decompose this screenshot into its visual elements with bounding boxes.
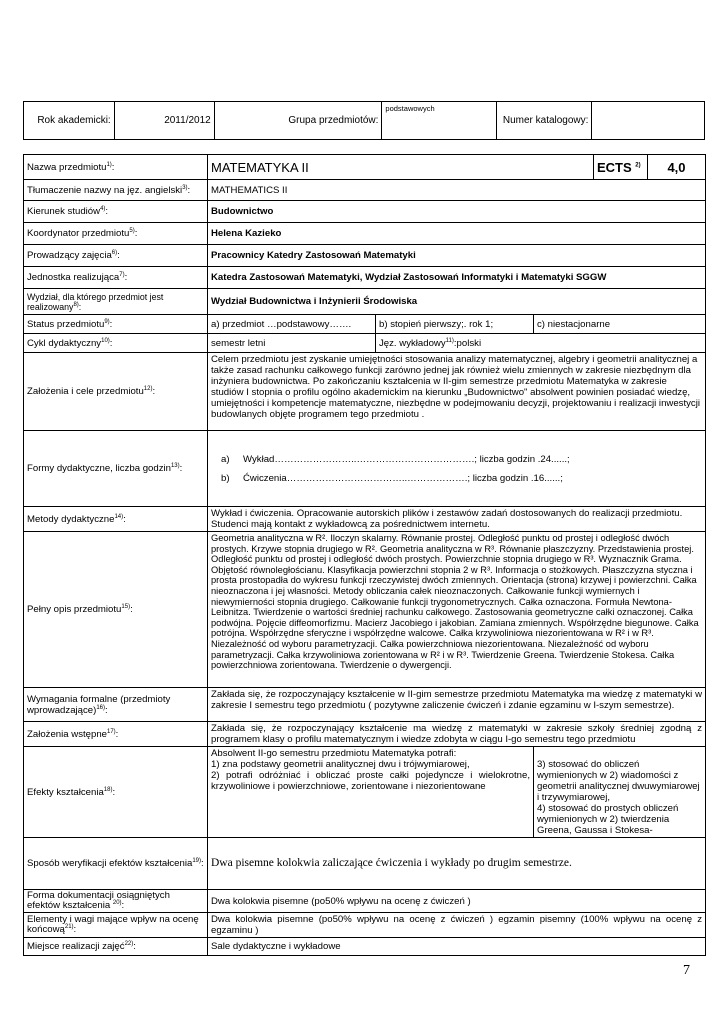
footnote-ref: 6) xyxy=(111,249,118,256)
footnote-ref: 14) xyxy=(114,513,124,520)
footnote-ref: 17) xyxy=(107,728,116,735)
status-b: b) stopień pierwszy;. rok 1; xyxy=(376,315,534,334)
zalw-label-cell: Założenia wstępne$^{17)}$: xyxy=(24,722,208,747)
tlum-value: MATHEMATICS II xyxy=(208,180,706,201)
jedn-label: Jednostka realizująca xyxy=(27,272,120,283)
metody-label-cell: Metody dydaktyczne$^{14)}$: xyxy=(24,507,208,532)
forma-label-cell: Forma dokumentacji osiągniętych efektów kształcenia $^{20)}$: xyxy=(24,890,208,913)
footnote-ref: 12) xyxy=(143,385,153,392)
rok-value: 2011/2012 xyxy=(114,102,214,140)
metody-value: Wykład i ćwiczenia. Opracowanie autorskich plików i zestawów zadań dostosowanych do realizacji przedmiotu. Studenci mają kontakt z wykładowcą za pośrednictwem internetu. xyxy=(208,507,706,532)
kierunek-value: Budownictwo xyxy=(208,201,706,223)
zalw-label: Założenia wstępne xyxy=(27,728,107,740)
nazwa-label-cell: Nazwa przedmiotu$^{1)}$: xyxy=(24,155,208,180)
koord-label: Koordynator przedmiotu xyxy=(27,228,130,239)
numer-label: Numer katalogowy: xyxy=(496,102,591,140)
wydz-label: Wydział, dla którego przedmiot jest realizowany xyxy=(27,291,164,312)
forma-label: Forma dokumentacji osiągniętych efektów kształcenia xyxy=(27,890,170,911)
kierunek-label-cell: Kierunek studiów$^{4)}$: xyxy=(24,201,208,223)
kierunek-label: Kierunek studiów xyxy=(27,206,101,217)
rok-label: Rok akademicki: xyxy=(24,102,115,140)
jez-label: Jęz. wykładowy xyxy=(379,337,446,349)
wym-label: Wymagania formalne (przedmioty wprowadzające) xyxy=(27,693,171,716)
footnote-ref: 15) xyxy=(121,603,131,610)
footnote-ref: 20) xyxy=(112,899,122,906)
cykl-label: Cykl dydaktyczny xyxy=(27,337,102,349)
footnote-ref: 11) xyxy=(445,337,454,344)
footnote-ref: 2) xyxy=(635,162,641,169)
footnote-ref: 1) xyxy=(106,161,112,168)
elem-label-cell: Elementy i wagi mające wpływ na ocenę końcową$^{21)}$: xyxy=(24,913,208,938)
spos-value: Dwa pisemne kolokwia zaliczające ćwiczenia i wykłady po drugim semestrze. xyxy=(208,838,706,890)
footnote-ref: 13) xyxy=(170,462,180,469)
footnote-ref: 22) xyxy=(124,940,134,947)
formy-cell xyxy=(208,431,706,507)
zalw-value: Zakłada się, że rozpoczynający kształcenie ma wiedzę z matematyki w zakresie szkoły średniej zgodną z programem klasy o profilu matematycznym i wiedze zdobyta w ciągu I-go semestru tego przedmiotu xyxy=(208,722,706,747)
wym-label-cell: Wymagania formalne (przedmioty wprowadzające)$^{16)}$: xyxy=(24,688,208,722)
metody-label: Metody dydaktyczne xyxy=(27,513,115,525)
footnote-ref: 3) xyxy=(182,184,188,191)
zal-value: Celem przedmiotu jest zyskanie umiejętności stosowania analizy matematycznej, algebry i geometrii analitycznej a także zasad rachunku całkowego funkcji zarówno jednej jak również wielu zmiennych w zakresie niezbędnym dla inżyniera budownictwa. Po zakończaniu kształcenia w II-gim semestrze przedmiotu Matematyka w zakresie studiów I stopnia o profilu ogólno akademickim na kierunku „Budownictwo" absolwent powinien posiadać wiedzę, umiejętności i kompetencje matematyczne, niezbędne w podejmowaniu decyzji, projektowaniu i realizacji inwestycji budowlanych objęte programem tego przedmiotu . xyxy=(208,353,706,431)
koord-value: Helena Kazieko xyxy=(208,223,706,245)
footnote-ref: 7) xyxy=(119,271,125,278)
status-c: c) niestacjonarne xyxy=(534,315,706,334)
zal-label-cell: Założenia i cele przedmiotu$^{12)}$: xyxy=(24,353,208,431)
footnote-ref: 5) xyxy=(129,227,135,234)
koord-label-cell: Koordynator przedmiotu$^{5)}$: xyxy=(24,223,208,245)
ects-label: ECTS xyxy=(597,159,632,175)
miejsce-value: Sale dydaktyczne i wykładowe xyxy=(208,938,706,956)
efekty-left: Absolwent II-go semestru przedmiotu Matematyka potrafi: 1) zna podstawy geometrii analitycznej dwu i trójwymiarowej, 2) potrafi odróżniać i obliczać proste całki pojedyncze i wielokrotne, krzywoliniowe i powierzchniowe, zorientowane i niezorientowane xyxy=(208,747,534,838)
wym-value: Zakłada się, że rozpoczynający kształcenie w II-gim semestrze przedmiotu Matematyka ma wiedzę z matematyki w zakresie I semestru tego przedmiotu ( pozytywne zaliczenie ćwiczeń i zdanie egzaminu w I-szym semestrze). xyxy=(208,688,706,722)
header-table xyxy=(23,101,705,140)
zal-label: Założenia i cele przedmiotu xyxy=(27,386,144,397)
spos-label: Sposób weryfikacji efektów kształcenia xyxy=(27,858,193,869)
status-a: a) przedmiot …podstawowy……. xyxy=(208,315,376,334)
efekty-label: Efekty kształcenia xyxy=(27,786,104,798)
prow-label: Prowadzący zajęcia xyxy=(27,250,112,261)
footnote-ref: 19) xyxy=(192,857,201,864)
prow-value: Pracownicy Katedry Zastosowań Matematyki xyxy=(208,245,706,267)
ects-value: 4,0 xyxy=(648,155,706,180)
grupa-value: podstawowych xyxy=(382,102,497,140)
miejsce-label: Miejsce realizacji zajęć xyxy=(27,941,125,952)
wydz-value: Wydział Budownictwa i Inżynierii Środowiska xyxy=(208,289,706,315)
forma-value: Dwa kolokwia pisemne (po50% wpływu na ocenę z ćwiczeń ) xyxy=(208,890,706,913)
opis-value: Geometria analityczna w R². Iloczyn skalarny. Równanie prostej. Odległość punktu od prostej i odległość dwóch prostych. Krzywe stopnia drugiego w R². Geometria analityczna w R³. Równanie płaszczyzny. Przedstawienia prostej. Odległość punktu od prostej i odległość dwóch prostych. Powierzchnie stopnia drugiego w R³. Wyznacznik Grama. Objętość równoległościanu. Klasyfikacja powierzchni stopnia 2 w R³. Informacja o stożkowych. Płaszczyzna styczna i prosta prostopadła do wykresu funkcji rzeczywistej dwóch zmiennych. Orientacja (strona) krzywej i powierzchni. Całka nieoznaczona i jej własności. Metody obliczania całek nieoznaczonych. Całkowanie funkcji wymiernych i niewymierności stopnia drugiego. Całkowanie funkcji trygonometrycznych. Całka oznaczona. Formuła Newtona-Leibnitza. Twierdzenie o wartości średniej rachunku całkowego. Zastosowania geometryczne całki oznaczonej. Całka podwójna. Pojęcie diffeomorfizmu. Macierz Jacobiego i jakobian. Zamiana zmiennych. Współrzędne biegunowe. Całka potrójna. Współrzędne sferyczne i współrzędne walcowe. Całka krzywoliniowa niezorientowana w R² i w R³. Niezależność od wyboru parametryzacji. Całka powierzchniowa niezorientowana. Niezależność od wyboru parametryzacji. Całka krzywoliniowa zorientowana w R² i w R³. Twierdzenie Greena. Twierdzenie Stokesa. Całka powierzchniowa zorientowana. Twierdzenie o dywergencji. xyxy=(208,532,706,688)
cykl-label-cell: Cykl dydaktyczny$^{10)}$: xyxy=(24,334,208,353)
grupa-label: Grupa przedmiotów: xyxy=(214,102,382,140)
page-number: 7 xyxy=(683,963,690,978)
footnote-ref: 8) xyxy=(73,301,79,308)
tlum-label: Tłumaczenie nazwy na jęz. angielski xyxy=(27,184,183,196)
jedn-value: Katedra Zastosowań Matematyki, Wydział Zastosowań Informatyki i Matematyki SGGW xyxy=(208,267,706,289)
course-table xyxy=(23,154,706,956)
formy-a-row xyxy=(221,454,702,465)
formy-a: Wykład……………………..……………………………….; liczba godzin .24......; xyxy=(243,453,570,465)
elem-value: Dwa kolokwia pisemne (po50% wpływu na ocenę z ćwiczeń ) egzamin pisemny (100% wpływu na ocenę z egzaminu ) xyxy=(208,913,706,938)
jez-value: :polski xyxy=(453,337,482,349)
ects-label-cell xyxy=(594,155,648,180)
elem-label: Elementy i wagi mające wpływ na ocenę końcową xyxy=(27,914,199,935)
footnote-ref: 16) xyxy=(96,704,105,711)
list-marker: b) xyxy=(221,472,230,484)
nazwa-label: Nazwa przedmiotu xyxy=(27,161,107,173)
footnote-ref: 21) xyxy=(64,923,74,930)
opis-label-cell: Pełny opis przedmiotu$^{15)}$: xyxy=(24,532,208,688)
jedn-label-cell: Jednostka realizująca$^{7)}$: xyxy=(24,267,208,289)
formy-label-cell: Formy dydaktyczne, liczba godzin$^{13)}$: xyxy=(24,431,208,507)
jez-cell xyxy=(376,334,706,353)
miejsce-label-cell: Miejsce realizacji zajęć$^{22)}$: xyxy=(24,938,208,956)
list-marker: a) xyxy=(221,453,230,465)
efekty-label-cell: Efekty kształcenia$^{18)}$: xyxy=(24,747,208,838)
formy-b-row xyxy=(221,473,702,484)
tlum-label-cell: Tłumaczenie nazwy na jęz. angielski$^{3)}$: xyxy=(24,180,208,201)
numer-value xyxy=(592,102,705,140)
formy-label: Formy dydaktyczne, liczba godzin xyxy=(27,463,171,474)
wydz-label-cell: Wydział, dla którego przedmiot jest realizowany$^{8)}$: xyxy=(24,289,208,315)
nazwa-value: MATEMATYKA II xyxy=(208,155,594,180)
efekty-right: 3) stosować do obliczeń wymienionych w 2) wiadomości z geometrii analitycznej dwuwymiarowej i trzywymiarowej, 4) stosować do prostych obliczeń wymienionych w 2) twierdzenia Greena, Gaussa i Stokesa- xyxy=(534,747,706,838)
footnote-ref: 4) xyxy=(100,205,106,212)
footnote-ref: 9) xyxy=(104,318,110,325)
cykl-value: semestr letni xyxy=(208,334,376,353)
spos-label-cell: Sposób weryfikacji efektów kształcenia$^{19)}$: xyxy=(24,838,208,890)
opis-label: Pełny opis przedmiotu xyxy=(27,604,122,615)
status-label-cell: Status przedmiotu$^{9)}$: xyxy=(24,315,208,334)
formy-b: Ćwiczenia………………………………..……………….; liczba godzin .16......; xyxy=(243,472,563,484)
footnote-ref: 18) xyxy=(103,786,113,793)
footnote-ref: 10) xyxy=(101,337,110,344)
status-label: Status przedmiotu xyxy=(27,318,105,330)
prow-label-cell: Prowadzący zajęcia$^{6)}$: xyxy=(24,245,208,267)
